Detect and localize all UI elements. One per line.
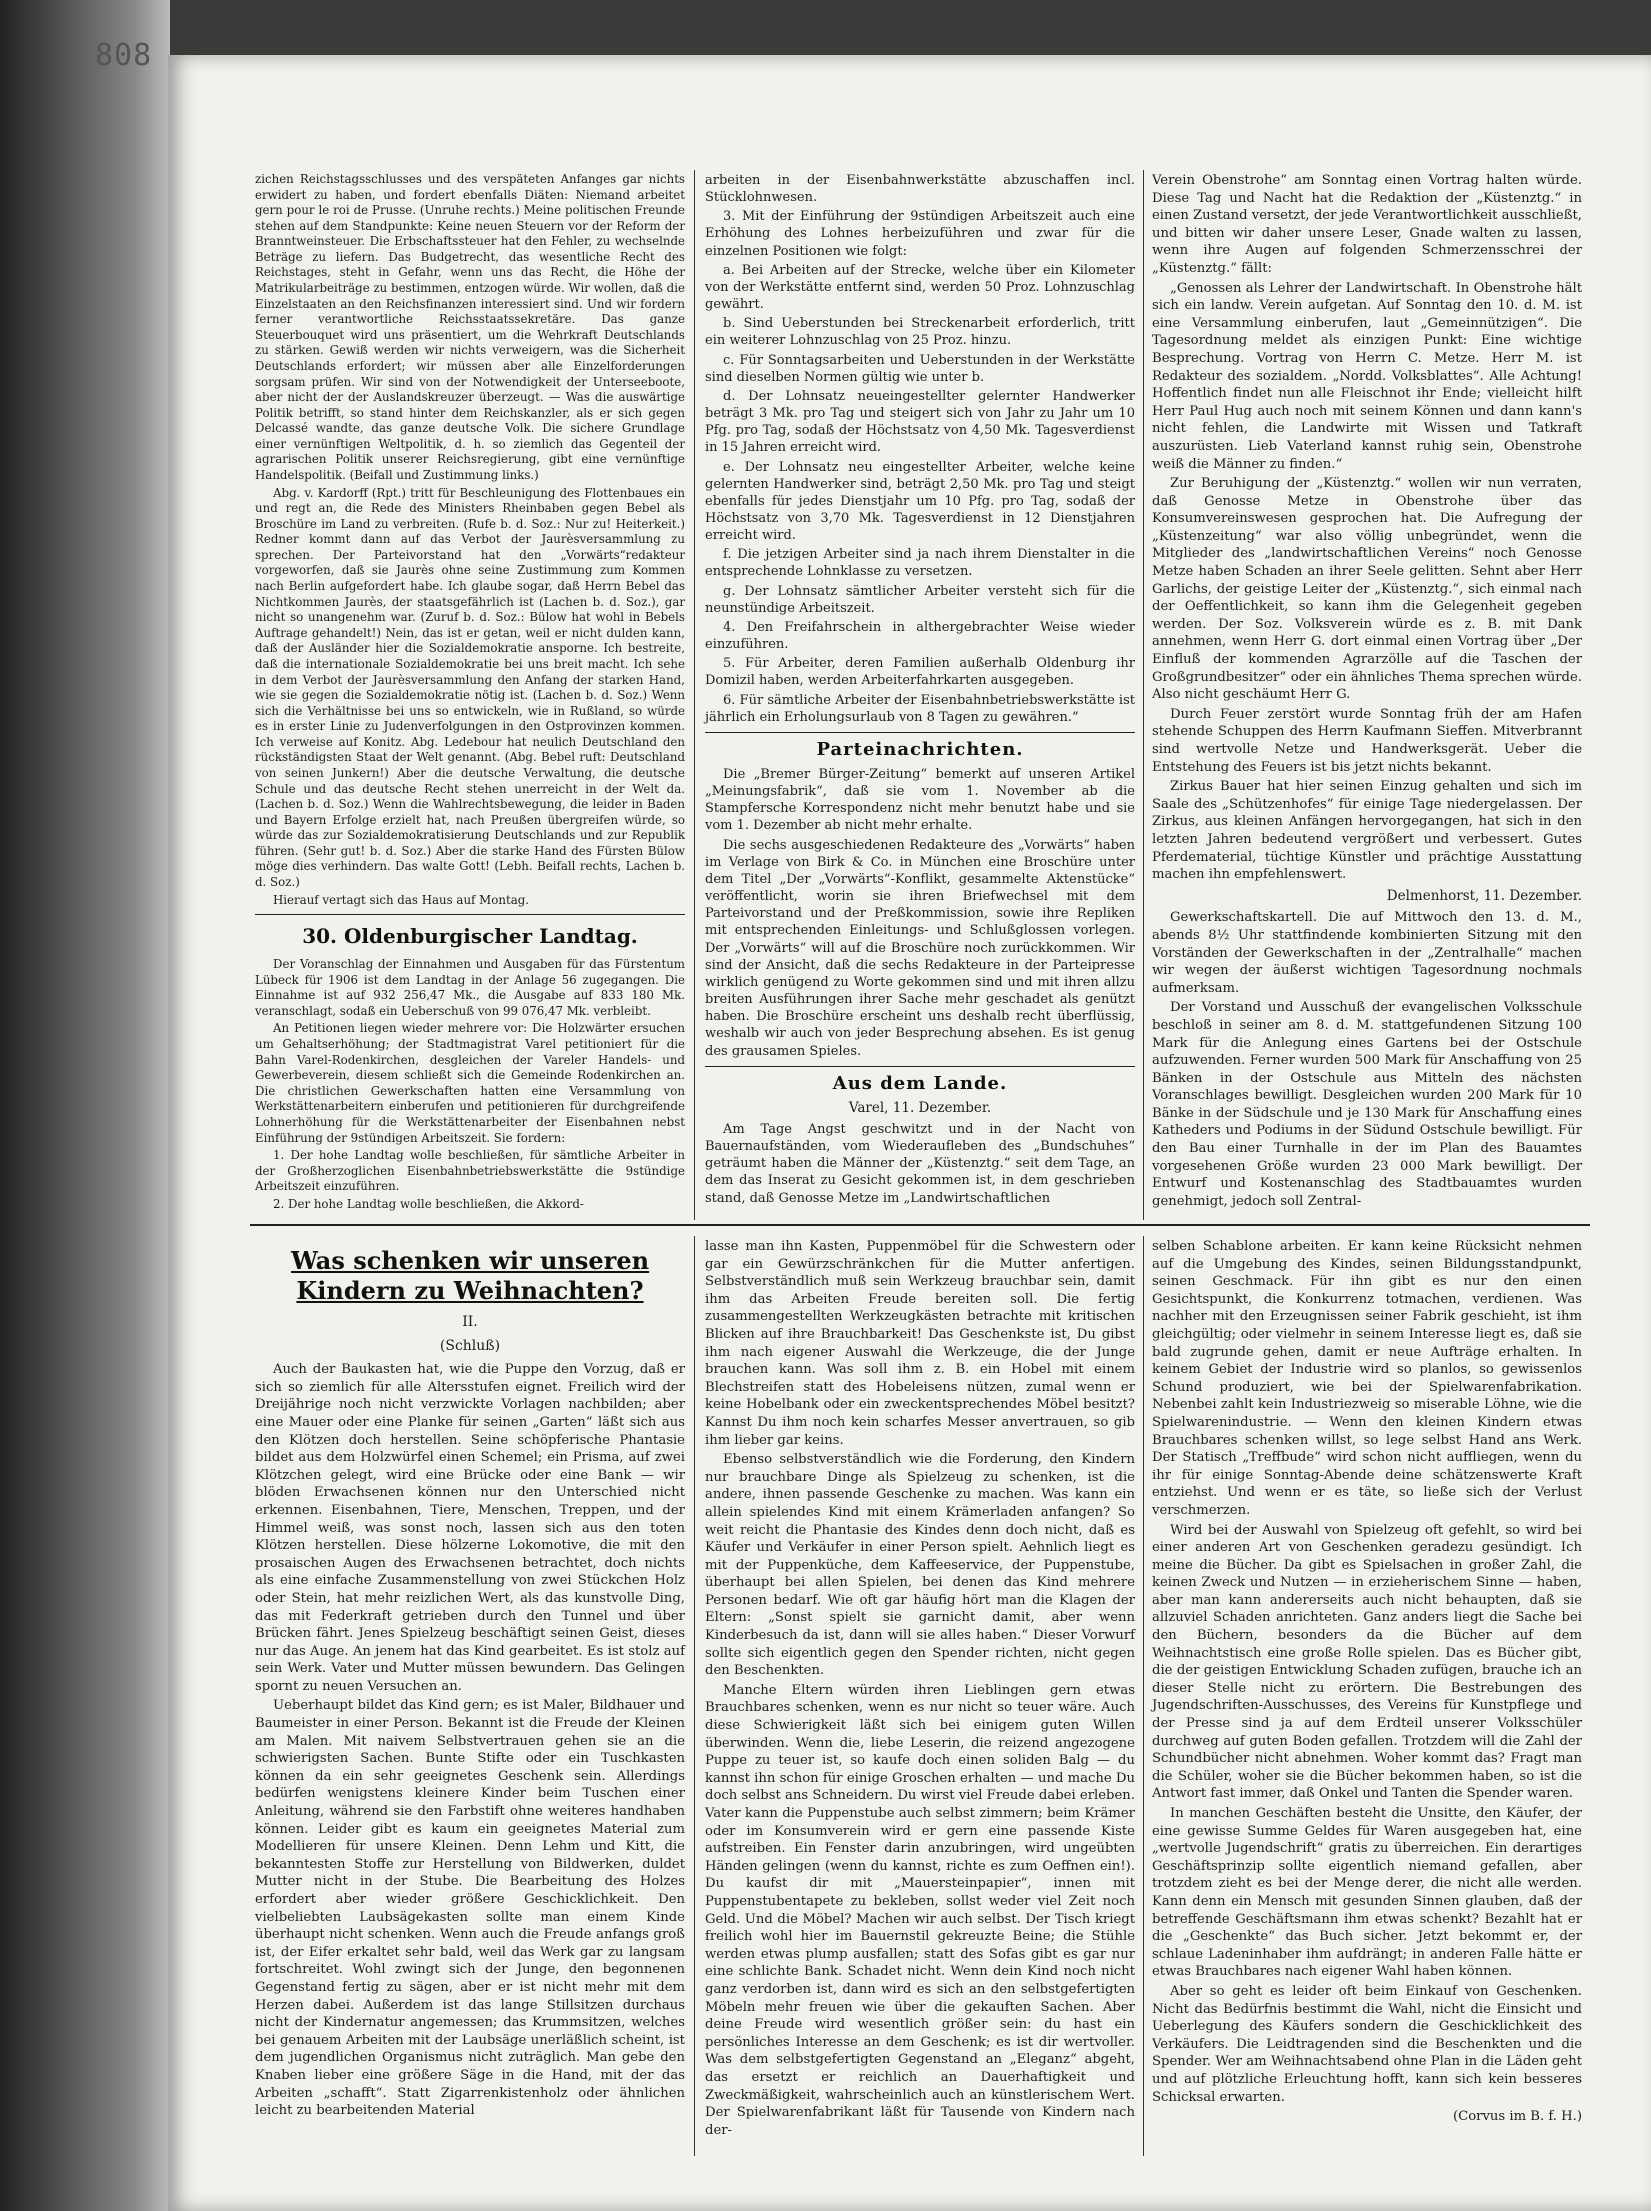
delmenhorst-paragraph: Der Vorstand und Ausschuß der evangelischen Volksschule beschloß in seiner am 8. d. M. stattgefundenen Sitzung 100 Mark für die Anlegung eines Gartens bei der Ostschule aufzuwenden. Ferner wurden 500 Mark für Anschaffung von 25 Bänken in der Ostschule aus Mitteln des nächsten Voranschlages bewilligt. Desgleichen wurden 200 Mark für 10 Bänke in der Südschule und je 130 Mark für Anschaffung eines Katheders und Podiums in der Südund Ostschule bewilligt. Für den Bau einer Turnhalle in der im Plan des Bauamtes vorgesehenen Größe wurden 23 000 Mark bewilligt. Der Entwurf und Kostenanschlag des Stadtbauamtes wurden genehmigt, jedoch soll Zentral-: [1152, 1000, 1582, 1209]
feuilleton-paragraph: lasse man ihn Kasten, Puppenmöbel für die Schwestern oder gar ein Gewürzschränkchen für die Mutter anfertigen. Selbstverständlich muß sein Werkzeug brauchbar sein, damit ihm das Arbeiten Freude bereiten soll. Die fertig zusammengestellten Werkzeugkästen betrachte mit kritischen Blicken auf ihre Brauchbarkeit! Das Geschenkste ist, Du gibst ihm nach eigener Auswahl die Werkzeuge, die der Junge brauchen kann. Was soll ihm z. B. ein Hobel mit einem Blechstreifen statt des Hobeleisens nützen, zumal wenn er keine Hobelbank oder ein zweckentsprechendes Möbel besitzt? Kannst Du ihm noch kein scharfes Messer anvertrauen, so gib ihm lieber gar keins.: [705, 1239, 1135, 1448]
petition-paragraph: a. Bei Arbeiten auf der Strecke, welche über ein Kilometer von der Werkstätte entfernt sind, werden 50 Proz. Lohnzuschlag gewährt.: [705, 262, 1135, 313]
feuilleton-paragraph: Manche Eltern würden ihren Lieblingen gern etwas Brauchbares schenken, wenn es nur nicht so teuer wäre. Auch diese Schwierigkeit läßt sich bei einigem guten Willen überwinden. Wenn die, liebe Leserin, die reizend angezogene Puppe zu teuer ist, so kaufe doch einen soliden Balg — du kannst ihn schon für einige Groschen erhalten — und mache Du doch selbst ans Schneidern. Du wirst viel Freude dabei erleben. Vater kann die Puppenstube auch selbst zimmern; beim Krämer oder im Konsumverein wird er gern eine passende Kiste aufstreiben. Ein Fenster darin anzubringen, wird ungeübten Händen gelingen (wenn du kannst, richte es zum Oeffnen ein!). Du kaufst dir mit „Mauersteinpapier“, innen mit Puppenstubentapete zu bekleben, sollst weder viel Zeit noch Geld. Und die Möbel? Machen wir auch selbst. Der Tisch kriegt freilich wohl hier im Bauernstil gekreuzte Beine; die Stühle werden etwas plump ausfallen; statt des Sofas gibt es gar nur eine schlichte Bank. Schadet nicht. Wenn dein Kind noch nicht ganz verdorben ist, dann wird es sich an den selbstgefertigten Möbeln mehr freuen wie über die gekauften Sachen. Aber deine Freude wird wesentlich größer sein: du hast ein persönliches Interesse an dem Geschenk; es ist dir wertvoller. Was dem selbstgefertigten Gegenstand an „Eleganz“ abgeht, das ersetzt er reichlich an Dauerhaftigkeit und Zweckmäßigkeit, wahrscheinlich auch an künstlerischem Wert. Der Spielwarenfabrikant läßt für Tausende von Kindern nach der-: [705, 1682, 1135, 2138]
petition-paragraph: 6. Für sämtliche Arbeiter der Eisenbahnbetriebswerkstätte ist jährlich ein Erholungsurlaub von 8 Tagen zu gewähren.“: [705, 692, 1135, 725]
feuilleton-headline: Was schenken wir unseren Kindern zu Weihnachten?: [290, 1246, 650, 1305]
column-rule: [694, 170, 695, 1220]
partei-paragraph: Die sechs ausgeschiedenen Redakteure des „Vorwärts“ haben im Verlage von Birk & Co. in München eine Broschüre unter dem Titel „Der „Vorwärts“-Konflikt, gesammelte Aktenstücke“ veröffentlicht, worin sie ihren Briefwechsel mit dem Parteivorstand und der Preßkommission, sowie ihre Repliken mit entsprechenden Einleitungs- und Schlußglossen vorlegen. Der „Vorwärts“ will auf die Broschüre noch zurückkommen. Wir sind der Ansicht, daß die sechs Redakteure in der Parteipresse wirklich genügend zu Worte gekommen sind und mit ihren allzu breiten Ausführungen ihrer Sache mehr geschadet als genützt haben. Die Broschüre erscheint uns deshalb recht überflüssig, weshalb wir auch von jeder Besprechung absehen. Es ist genug des grausamen Spieles.: [705, 837, 1135, 1059]
feuilleton-paragraph: Aber so geht es leider oft beim Einkauf von Geschenken. Nicht das Bedürfnis bestimmt die Wahl, nicht die Einsicht und Ueberlegung des Käufers sondern die Geschicklichkeit des Verkäufers. Die Leidtragenden sind die Beschenkten und die Spender. Wer am Weihnachtsabend ohne Plan in die Läden geht und auf plötzliche Erleuchtung hofft, kann sich kein besseres Schicksal erwarten.: [1152, 1983, 1582, 2105]
feuilleton-divider: [250, 1224, 1590, 1226]
lande-paragraph: „Genossen als Lehrer der Landwirtschaft. In Obenstrohe hält sich ein landw. Verein aufgetan. Auf Sonntag den 10. d. M. ist eine Versammlung einberufen, laut „Gemeinnützigen“. Die Tagesordnung meldet als einzigen Punkt: Eine wichtige Besprechung. Vortrag von Herrn C. Metze. Herr M. ist Redakteur des sozialdem. „Nordd. Volksblattes“. Alle Achtung! Hoffentlich findet nun alle Fleischnot ihr Ende; vielleicht hilft Herr Paul Hug auch noch mit seinem Können und dann kann's nicht fehlen, die Landwirte mit Wissen und Tatkraft auszurüsten. Lieb Vaterland kannst ruhig sein, Obenstrohe weiß die Männer zu finden.“: [1152, 280, 1582, 472]
petition-paragraph: 3. Mit der Einführung der 9stündigen Arbeitszeit auch eine Erhöhung des Lohnes herbeizuführen und zwar für die einzelnen Positionen wie folgt:: [705, 209, 1135, 259]
petition-paragraph: e. Der Lohnsatz neu eingestellter Arbeiter, welche keine gelernten Handwerker sind, beträgt 2,50 Mk. pro Tag und steigt ebenfalls für jedes Dienstjahr um 10 Pfg. pro Tag, sodaß der Höchstsatz von 3,70 Mk. Tagesverdienst in 12 Dienstjahren erreicht wird.: [705, 459, 1135, 544]
landtag-paragraph: 1. Der hohe Landtag wolle beschließen, für sämtliche Arbeiter in der Großherzoglichen Eisenbahnbetriebswerkstätte die 9stündige Arbeitszeit einzuführen.: [255, 1148, 685, 1194]
top-column-1: [255, 172, 685, 1214]
partei-paragraph: Die „Bremer Bürger-Zeitung“ bemerkt auf unseren Artikel „Meinungsfabrik“, daß sie vom 1. November ab die Stampfersche Korrespondenz nicht mehr benutzt habe und sie vom 1. Dezember ab nicht mehr erhalte.: [705, 767, 1135, 834]
lande-paragraph: Zirkus Bauer hat hier seinen Einzug gehalten und sich im Saale des „Schützenhofes“ für einige Tage niedergelassen. Der Zirkus, aus kleinen Anfängen hervorgegangen, hat sich in den letzten Jahren bedeutend vergrößert und verbessert. Gutes Pferdematerial, tüchtige Künstler und prächtige Ausstattung machen ihn empfehlenswert.: [1152, 779, 1582, 883]
petition-paragraph: 4. Den Freifahrschein in althergebrachter Weise wieder einzuführen.: [705, 619, 1135, 653]
feuilleton-part: II.: [462, 1314, 478, 1330]
landtag-headline: 30. Oldenburgischer Landtag.: [302, 924, 638, 949]
section-divider: [705, 732, 1135, 733]
top-column-2: [705, 172, 1135, 1209]
delmenhorst-paragraph: Gewerkschaftskartell. Die auf Mittwoch den 13. d. M., abends 8½ Uhr stattfindende kombinierten Sitzung mit den Vorständen der Gewerkschaften in der „Zentralhalle“ machen wir wegen der äußerst wichtigen Tagesordnung nochmals aufmerksam.: [1152, 910, 1582, 996]
section-divider: [705, 1066, 1135, 1067]
landtag-paragraph: Der Voranschlag der Einnahmen und Ausgaben für das Fürstentum Lübeck für 1906 ist dem Landtag in der Anlage 56 zugegangen. Die Einnahme ist auf 932 256,47 Mk., die Ausgabe auf 833 180 Mk. veranschlagt, sodaß ein Ueberschuß von 99 076,47 Mk. verbleibt.: [255, 957, 685, 1018]
lande-paragraph: Am Tage Angst geschwitzt und in der Nacht von Bauernaufständen, vom Wiederaufleben des „Bundschuhes“ geträumt haben die Männer der „Küstenztg.“ seit dem Tage, an dem das Inserat zu Gesicht gekommen ist, in dem geschrieben stand, daß Genosse Metze im „Landwirtschaftlichen: [705, 1121, 1135, 1206]
feuilleton-paragraph: In manchen Geschäften besteht die Unsitte, den Käufer, der eine gewisse Summe Geldes für Waren ausgegeben hat, eine „wertvolle Jugendschrift“ gratis zu überreichen. Ein derartiges Geschäftsprinzip sollte eigentlich niemand gefallen, aber trotzdem zieht es bei der Menge derer, die nicht alle werden. Kann denn ein Mensch mit gesunden Sinnen glauben, daß der betreffende Geschäftsmann ihm etwas schenkt? Bezahlt hat er die „Geschenkte“ das Buch sicher. Jetzt bekommt er, der schlaue Ladeninhaber ihm aufdrängt; in anderen Falle hätte er etwas Brauchbares nach eigener Wahl haben können.: [1152, 1806, 1582, 1980]
reichstag-paragraph: Hierauf vertagt sich das Haus auf Montag.: [273, 892, 530, 907]
feuilleton-paragraph: Ebenso selbstverständlich wie die Forderung, den Kindern nur brauchbare Dinge als Spielzeug zu schenken, ist die andere, ihnen passende Geschenke zu machen. Was kann ein allein spielendes Kind mit einem Krämerladen anfangen? So weit reicht die Phantasie des Kindes denn doch nicht, daß es Käufer und Verkäufer in einer Person spielt. Aehnlich liegt es mit der Puppenküche, dem Kaffeeservice, der Puppenstube, überhaupt bei allen Spielen, bei denen das Kind mehrere Personen bedarf. Wie oft gar häufig hört man die Klagen der Eltern: „Sonst spielt sie garnicht damit, aber wenn Kinderbesuch da ist, dann will sie alles haben.“ Dieser Vorwurf sollte sich eigentlich gegen den Spender richten, nicht gegen den Beschenkten.: [705, 1452, 1135, 1679]
feuilleton-column-1: [255, 1238, 685, 2122]
feuilleton-paragraph: Wird bei der Auswahl von Spielzeug oft gefehlt, so wird bei einer anderen Art von Geschenken geradezu gesündigt. Ich meine die Bücher. Da gibt es Spielsachen in großer Zahl, die keinen Zweck und Nutzen — in erzieherischem Sinne — haben, aber man kann andererseits auch nicht behaupten, daß sie allzuviel Schaden anrichteten. Ganz anders liegt die Sache bei den Büchern, besonders da die Bücher auf dem Weihnachtstisch eine große Rolle spielen. Das es Bücher gibt, die der geistigen Entwicklung Schaden zufügen, brauche ich an dieser Stelle nicht zu erörtern. Die Bestrebungen des Jugendschriften-Ausschusses, des Vereins für Kunstpflege und der Presse sind ja auf dem Erdteil unserer Volksschüler durchweg auf guten Boden gefallen. Trotzdem will die Zahl der Schundbücher nicht abnehmen. Woher kommt das? Fragt man die Schüler, woher sie die Bücher bekommen haben, so ist die Antwort fast immer, daß Onkel und Tanten die Spender waren.: [1152, 1522, 1582, 1802]
dateline-varel: Varel, 11. Dezember.: [848, 1099, 992, 1116]
source-credit: (Corvus im B. f. H.): [1452, 2109, 1582, 2125]
petition-paragraph: c. Für Sonntagsarbeiten und Ueberstunden in der Werkstätte sind dieselben Normen gültig wie unter b.: [705, 352, 1135, 385]
reichstag-paragraph: Abg. v. Kardorff (Rpt.) tritt für Beschleunigung des Flottenbaues ein und regt an, die Rede des Ministers Rheinbaben gegen Bebel als Broschüre im Land zu verbreiten. (Rufe b. d. Soz.: Nur zu! Heiterkeit.) Redner kommt dann auf das Verbot der Jaurèsversammlung zu sprechen. Der Parteivorstand hat den „Vorwärts“redakteur vorgeworfen, daß sie Jaurès ohne seine Zustimmung zum Kommen nach Berlin aufgefordert habe. Ich glaube sogar, daß Herrn Bebel das Nichtkommen Jaurès, der staatsgefährlich ist (Lachen b. d. Soz.), gar nicht so unangenehm war. (Zuruf b. d. Soz.: Bülow hat wohl in Bebels Auftrage gehandelt!) Nein, das ist er getan, weil er nicht dulden kann, daß der Ausländer hier die Sozialdemokratie ansporne. Ich bestreite, daß die internationale Sozialdemokratie bei uns breit macht. Ich sehe in dem Verbot der Jaurèsversammlung den Anfang der starken Hand, wie sie gegen die Sozialdemokratie nötig ist. (Lachen b. d. Soz.) Wenn sich die Verhältnisse bei uns so entwickeln, wie in Rußland, so würde es in erster Linie zu Judenverfolgungen in den Ostprovinzen kommen. Ich verweise auf Konitz. Abg. Ledebour hat neulich Deutschland den rückständigsten Staat der Welt genannt. (Abg. Bebel ruft: Deutschland von seinen Junkern!) Aber die deutsche Verwaltung, die deutsche Schule und das deutsche Recht stehen unerreicht in der Welt da. (Lachen b. d. Soz.) Wenn die Wahlrechtsbewegung, die leider in Baden und Bayern Erfolge erzielt hat, nach Preußen übergreifen würde, so würde das zur Sozialdemokratisierung Deutschlands und zur Republik führen. (Sehr gut! b. d. Soz.) Aber die starke Hand des Fürsten Bülow möge dies verhindern. Das walte Gott! (Lebh. Beifall rechts, Lachen b. d. Soz.): [255, 485, 685, 890]
lande-paragraph: Zur Beruhigung der „Küstenztg.“ wollen wir nun verraten, daß Genosse Metze in Obenstrohe über das Konsumvereinswesen gesprochen hat. Die Aufregung der „Küstenzeitung“ war also völlig unbegründet, wenn die Mitglieder des „landwirtschaftlichen Vereins“ noch Genosse Metze haben Schaden an ihrer Seele gelitten. Sehnt aber Herr Garlichs, der geistige Leiter der „Küstenztg.“, sich einmal nach der Oeffentlichkeit, so kann ihm die Gelegenheit gegeben werden. Der Soz. Volksverein würde es z. B. mit Dank annehmen, wenn Herr G. dort einmal einen Vortrag über „Der Einfluß der kommenden Agrarzölle auf die Taschen der Großgrundbesitzer“ oder ein ähnliches Thema sprechen würde. Also nicht geschäumt Herr G.: [1152, 476, 1582, 703]
reichstag-paragraph: zichen Reichstagsschlusses und des verspäteten Anfanges gar nichts erwidert zu haben, und fordert ebenfalls Diäten: Niemand arbeitet gern pour le roi de Prusse. (Unruhe rechts.) Meine politischen Freunde stehen auf dem Standpunkte: Keine neuen Steuern vor der Reform der Branntweinsteuer. Die Erbschaftssteuer hat den Fehler, zu wechselnde Beträge zu liefern. Das Budgetrecht, das wesentliche Recht des Reichstages, steht in Gefahr, wenn uns das Recht, die Höhe der Matrikularbeiträge zu bestimmen, entzogen würde. Wir wollen, daß die Einzelstaaten an den Reichsfinanzen interessiert sind. Und wir fordern ferner verantwortliche Reichsstaatssekretäre. Das ganze Steuerbouquet wird uns präsentiert, um die Wehrkraft Deutschlands zu stärken. Gewiß werden wir nichts verweigern, was die Sicherheit Deutschlands erfordert; wir müssen aber alle Einzelforderungen sorgsam prüfen. Wir sind von der Notwendigkeit der Unterseeboote, aber nicht der der Auslandskreuzer überzeugt. — Was die auswärtige Politik betrifft, so stand hinter dem Reichskanzler, als er sich gegen Delcassé wandte, das ganze deutsche Volk. Die sichere Grundlage einer vernünftigen Weltpolitik, d. h. so ziemlich das Gegenteil der agrarischen Politik unserer Reichsregierung, gibt eine vernünftige Handelspolitik. (Beifall und Zustimmung links.): [255, 172, 685, 482]
column-rule: [1143, 1236, 1144, 2156]
petition-paragraph: g. Der Lohnsatz sämtlicher Arbeiter versteht sich für die neunstündige Arbeitszeit.: [705, 583, 1135, 616]
petition-paragraph: arbeiten in der Eisenbahnwerkstätte abzuschaffen incl. Stücklohnwesen.: [705, 173, 1135, 206]
dateline-delmenhorst: Delmenhorst, 11. Dezember.: [1386, 887, 1582, 904]
feuilleton-paragraph: Auch der Baukasten hat, wie die Puppe den Vorzug, daß er sich so ziemlich für alle Altersstufen eignet. Freilich wird der Dreijährige noch nicht verzwickte Vorlagen nachbilden; aber eine Mauer oder eine Planke für seinen „Garten“ läßt sich aus den Klötzen doch herstellen. Seine schöpferische Phantasie bildet aus dem Holzwürfel einen Schemel; ein Prisma, auf zwei Klötzchen gelegt, wird eine Brücke oder eine Bank — wir blöden Erwachsenen können nur den Unterschied nicht erkennen. Eisenbahnen, Tiere, Menschen, Treppen, und der Himmel weiß, was sonst noch, lassen sich aus den toten Klötzen herstellen. Diese hölzerne Lokomotive, die mit den prosaischen Augen des Erwachsenen betrachtet, doch nichts als eine einfache Zusammenstellung von zwei Stückchen Holz oder Stein, hat mehr reizlichen Wert, als das kunstvolle Ding, das mit Federkraft getrieben durch den Tunnel und über Brücken fährt. Jenes Spielzeug beschäftigt seinen Geist, dieses nur das Auge. An jenem hat das Kind gearbeitet. Es ist stolz auf sein Werk. Vater und Mutter müssen bewundern. Das Gelingen spornt zu neuen Versuchen an.: [255, 1362, 685, 1694]
feuilleton-schluss: (Schluß): [439, 1337, 501, 1354]
landtag-paragraph: An Petitionen liegen wieder mehrere vor: Die Holzwärter ersuchen um Gehaltserhöhung; der Stadtmagistrat Varel petitioniert für die Bahn Varel-Rodenkirchen, desgleichen der Vareler Handels- und Gewerbeverein, diesem schließt sich die Gemeinde Rodenkirchen an. Die christlichen Gewerkschaften hatten eine Versammlung von Werkstättenarbeitern einberufen und petitionieren für durchgreifende Lohnerhöhung für die Werkstättenarbeiter der Eisenbahnen nebst Einführung der 9stündigen Arbeitszeit. Sie fordern:: [255, 1021, 685, 1145]
top-column-3: [1152, 172, 1582, 1212]
section-divider: [255, 914, 685, 915]
scan-border: [0, 0, 170, 2211]
petition-paragraph: 5. Für Arbeiter, deren Familien außerhalb Oldenburg ihr Domizil haben, werden Arbeiterfahrkarten ausgegeben.: [705, 656, 1135, 689]
feuilleton-paragraph: selben Schablone arbeiten. Er kann keine Rücksicht nehmen auf die Umgebung des Kindes, seinen Bildungsstandpunkt, seinen Geschmack. Für ihn gibt es nur den einen Gesichtspunkt, die Konkurrenz totmachen, verdienen. Was nachher mit den Erzeugnissen seiner Fabrik geschieht, ist ihm gleichgültig; oder vielmehr in seinem Interesse liegt es, daß sie bald zugrunde gehen, damit er neue Aufträge erhalten. In keinem Gebiet der Industrie wird so planlos, so gewissenlos Schund produziert, wie bei der Spielwarenfabrikation. Nebenbei zahlt kein Industriezweig so miserable Löhne, wie die Spielwarenindustrie. — Wenn den kleinen Kindern etwas Brauchbares schenken willst, so lege selbst Hand ans Werk. Der Statisch „Treffbude“ wird schon nicht auffliegen, wenn du ihr für einige Sonntag-Abende deine schätzenswerte Kraft entziehst. Und wenn er es täte, so ließe sich der Verlust verschmerzen.: [1152, 1239, 1582, 1518]
lande-paragraph: Durch Feuer zerstört wurde Sonntag früh der am Hafen stehende Schuppen des Herrn Kaufmann Sieffen. Mitverbrannt sind wertvolle Netze und Handwerksgerät. Ueber die Entstehung des Feuers ist bis jetzt nichts bekannt.: [1152, 706, 1582, 775]
lande-paragraph: Verein Obenstrohe“ am Sonntag einen Vortrag halten würde. Diese Tag und Nacht hat die Redaktion der „Küstenztg.“ in einen Zustand versetzt, der jede Verantwortlichkeit ausschließt, und bitten wir daher unsere Leser, Gnade walten zu lassen, wenn ihre Augen auf folgenden Schmerzensschrei der „Küstenztg.“ fällt:: [1152, 173, 1582, 276]
column-rule: [1143, 170, 1144, 1220]
landtag-paragraph: 2. Der hohe Landtag wolle beschließen, die Akkord-: [273, 1196, 584, 1211]
feuilleton-column-3: [1152, 1238, 1582, 2126]
page-number: 808: [95, 38, 153, 73]
aus-dem-lande-headline: Aus dem Lande.: [832, 1072, 1008, 1094]
feuilleton-column-2: [705, 1238, 1135, 2141]
parteinachrichten-headline: Parteinachrichten.: [816, 738, 1024, 760]
petition-paragraph: d. Der Lohnsatz neueingestellter gelernter Handwerker beträgt 3 Mk. pro Tag und steigert sich von Jahr zu Jahr um 10 Pfg. pro Tag, sodaß der Höchstsatz von 4,50 Mk. Tagesverdienst in 15 Jahren erreicht wird.: [705, 388, 1135, 456]
petition-paragraph: f. Die jetzigen Arbeiter sind ja nach ihrem Dienstalter in die entsprechende Lohnklasse zu versetzen.: [705, 547, 1135, 580]
petition-paragraph: b. Sind Ueberstunden bei Streckenarbeit erforderlich, tritt ein weiterer Lohnzuschlag von 25 Proz. hinzu.: [705, 316, 1135, 349]
feuilleton-paragraph: Ueberhaupt bildet das Kind gern; es ist Maler, Bildhauer und Baumeister in einer Person. Bekannt ist die Freude der Kleinen am Malen. Mit naivem Selbstvertrauen gehen sie an die schwierigsten Sachen. Bunte Stifte oder ein Tuschkasten können da ein sehr geeignetes Geschenk sein. Allerdings bedürfen wenigstens kleinere Kinder beim Tuschen einer Anleitung, während sie den Farbstift ohne weiteres handhaben können. Leider gibt es kaum ein geeignetes Material zum Modellieren für unsere Kleinen. Denn Lehm und Kitt, die bekanntesten Stoffe zur Herstellung von Bildwerken, duldet Mutter nicht in der Stube. Die Bearbeitung des Holzes erfordert aber wieder größere Geschicklichkeit. Den vielbeliebten Laubsägekasten sollte man einem Kinde überhaupt nicht schenken. Wenn auch die Freude anfangs groß ist, der Eifer erkaltet sehr bald, weil das Werk gar zu langsam fortschreitet. Wohl zwingt sich der Junge, den begonnenen Gegenstand fertig zu sägen, aber er ist nicht mehr mit dem Herzen dabei. Außerdem ist das lange Stillsitzen durchaus nicht der Kindernatur angemessen; das Krummsitzen, welches bei genauem Arbeiten mit der Laubsäge unerläßlich scheint, ist dem jugendlichen Organismus nicht zuträglich. Man gebe den Knaben lieber eine größere Säge in die Hand, mit der das Arbeiten „schafft“. Statt Zigarrenkistenholz oder ähnlichen leicht zu bearbeitenden Material: [255, 1698, 685, 2119]
column-rule: [694, 1236, 695, 2156]
